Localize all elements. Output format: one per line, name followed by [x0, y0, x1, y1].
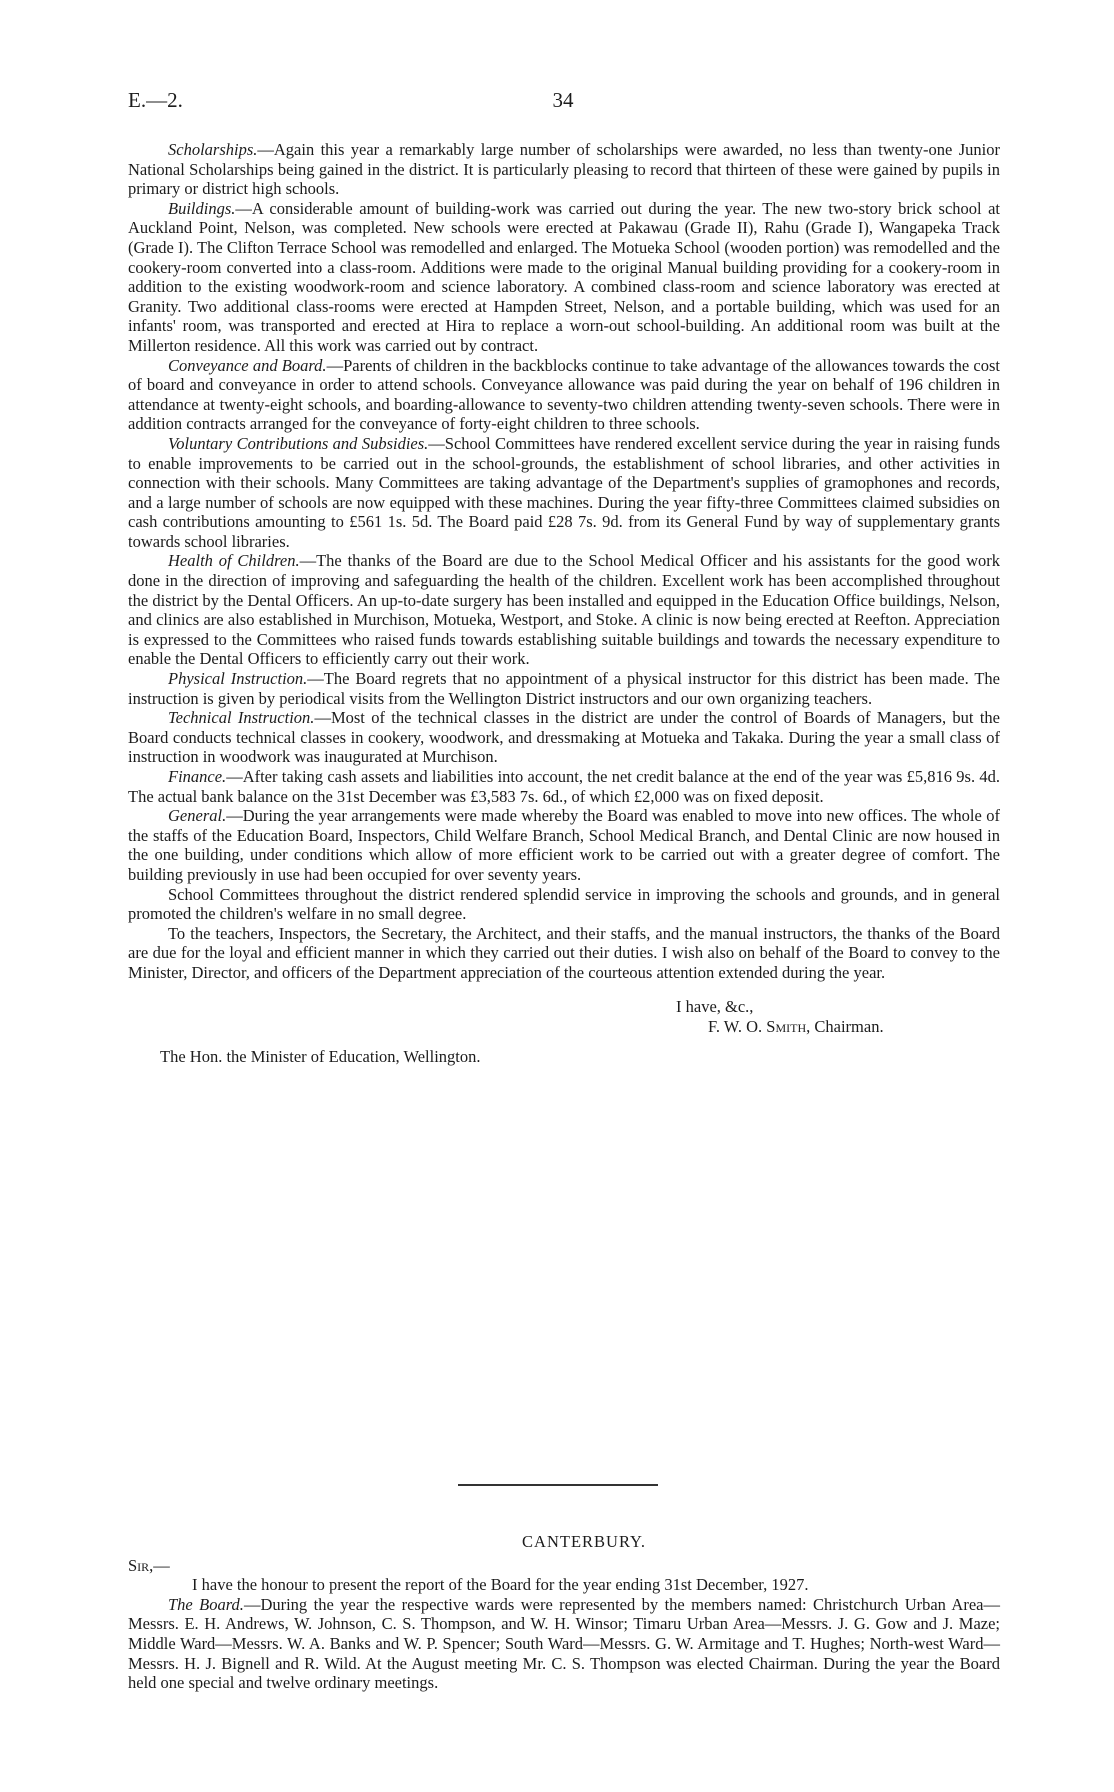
- paragraph-text: —Again this year a remarkably large number of scholarships were awarded, no less than twenty-one Junior National Scholarships being gained in the district. It is particularly pleasing to record that thirteen of these were gained by pupils in primary or district high schools.: [128, 140, 1000, 199]
- paragraph-thanks: [128, 924, 1000, 983]
- canterbury-section: [128, 1532, 1000, 1693]
- paragraph-text: —After taking cash assets and liabilities into account, the net credit balance at the end of the year was £5,816 9s. 4d. The actual bank balance on the 31st December was £3,583 7s. 6d., of which £2,000 was on fixed deposit.: [128, 767, 1000, 806]
- page-header: [128, 88, 998, 118]
- signatory: [708, 1017, 884, 1037]
- paragraph-physical-instruction: [128, 669, 1000, 708]
- paragraph-technical-instruction: [128, 708, 1000, 767]
- paragraph-text: —During the year arrangements were made whereby the Board was enabled to move into new offices. The whole of the staffs of the Education Board, Inspectors, Child Welfare Branch, School Medical Branch, and Dental Clinic are now housed in the one building, under conditions which allow of more efficient work to be carried out with a greater degree of comfort. The building previously in use had been occupied for over seventy years.: [128, 806, 1000, 884]
- paragraph-heading: Voluntary Contributions and Subsidies.: [168, 433, 429, 453]
- addressee: The Hon. the Minister of Education, Wellington.: [160, 1046, 481, 1066]
- paragraph-heading: Technical Instruction.: [168, 708, 315, 728]
- report-body: [128, 140, 1000, 1077]
- paragraph-conveyance: [128, 356, 1000, 434]
- paragraph-voluntary-contributions: [128, 434, 1000, 552]
- paragraph-heading: General.: [168, 806, 227, 826]
- paragraph-text: —The thanks of the Board are due to the School Medical Officer and his assistants for the good work done in the direction of improving and safeguarding the health of the children. Excellent work has been accomplished throughout the district by the Dental Officers. An up-to-date surgery has been installed and equipped in the Education Office buildings, Nelson, and clinics are also established in Murchison, Motueka, Westport, and Stoke. A clinic is now being erected at Reefton. Appreciation is expressed to the Committees who raised funds towards establishing suitable buildings and towards the necessary expenditure to enable the Dental Officers to efficiently carry out their work.: [128, 551, 1000, 669]
- paragraph-general: [128, 806, 1000, 884]
- section-title: CANTERBURY.: [522, 1532, 646, 1551]
- signatory-title: , Chairman.: [806, 1016, 884, 1036]
- paragraph-heading: Health of Children.: [168, 551, 300, 571]
- signatory-surname: Smith: [766, 1016, 807, 1036]
- paragraph-health: [128, 551, 1000, 669]
- paragraph-text: —School Committees have rendered excellent service during the year in raising funds to enable improvements to be carried out in the school-grounds, the establishment of school libraries, and other activities in connection with their schools. Many Committees are taking advantage of the Department's supplies of gramophones and records, and a large number of schools are now equipped with these machines. During the year fifty-three Committees claimed subsidies on cash contributions amounting to £561 1s. 5d. The Board paid £28 7s. 9d. from its General Fund by way of supplementary grants towards school libraries.: [128, 433, 1000, 551]
- document-code: E.—2.: [128, 88, 183, 112]
- section-divider: [458, 1484, 658, 1486]
- signature-block: [128, 997, 1000, 1077]
- paragraph-the-board: [128, 1595, 1000, 1693]
- paragraph-intro: [128, 1575, 1000, 1595]
- paragraph-heading: Finance.: [168, 767, 227, 786]
- paragraph-text: —The Board regrets that no appointment of a physical instructor for this district has been made. The instruction is given by periodical visits from the Wellington District instructors and our own organizing teachers.: [128, 669, 1000, 708]
- closing-greeting: I have, &c.,: [676, 996, 754, 1016]
- paragraph-heading: The Board.: [168, 1594, 244, 1614]
- paragraph-text: —Parents of children in the backblocks continue to take advantage of the allowances towards the cost of board and conveyance in order to attend schools. Conveyance allowance was paid during the year on behalf of 196 children in attendance at twenty-eight schools, and boarding-allowance to seventy-two children attending twenty-seven schools. There were in addition contracts arranged for the conveyance of forty-eight children to three schools.: [128, 355, 1000, 434]
- paragraph-heading: Buildings.: [168, 198, 236, 218]
- salutation: Sir,—: [128, 1555, 170, 1575]
- paragraph-text: —Most of the technical classes in the district are under the control of Boards of Managers, but the Board conducts technical classes in cookery, woodwork, and dressmaking at Motueka and Takaka. During the year a small class of instruction in woodwork was inaugurated at Murchison.: [128, 708, 1000, 767]
- page-number: 34: [552, 88, 574, 112]
- paragraph-buildings: [128, 199, 1000, 356]
- paragraph-text: I have the honour to present the report of the Board for the year ending 31st December, 1927.: [192, 1575, 809, 1595]
- paragraph-text: —During the year the respective wards were represented by the members named: Christchurch Urban Area—Messrs. E. H. Andrews, W. Johnson, C. S. Thompson, and W. H. Winsor; Timaru Urban Area—Messrs. J. G. Gow and J. Maze; Middle Ward—Messrs. W. A. Banks and W. P. Spencer; South Ward—Messrs. G. W. Armitage and T. Hughes; North-west Ward—Messrs. H. J. Bignell and R. Wild. At the August meeting Mr. C. S. Thompson was elected Chairman. During the year the Board held one special and twelve ordinary meetings.: [128, 1594, 1000, 1693]
- paragraph-heading: Scholarships.: [168, 140, 258, 159]
- paragraph-text: —A considerable amount of building-work was carried out during the year. The new two-story brick school at Auckland Point, Nelson, was completed. New schools were erected at Pakawau (Grade II), Rahu (Grade I), Wangapeka Track (Grade I). The Clifton Terrace School was remodelled and enlarged. The Motueka School (wooden portion) was remodelled and the cookery-room converted into a class-room. Additions were made to the original Manual building providing for a cookery-room in addition to the existing woodwork-room and science laboratory. A combined class-room and science laboratory was erected at Granity. Two additional class-rooms were erected at Hampden Street, Nelson, and a portable building, which was used for an infants' room, was transported and erected at Hira to replace a worn-out school-building. An additional room was built at the Millerton residence. All this work was carried out by contract.: [128, 198, 1000, 355]
- paragraph-heading: Conveyance and Board.: [168, 355, 327, 375]
- signatory-initials: F. W. O.: [708, 1016, 763, 1036]
- paragraph-finance: [128, 767, 1000, 806]
- paragraph-text: School Committees throughout the district rendered splendid service in improving the schools and grounds, and in general promoted the children's welfare in no small degree.: [128, 884, 1000, 924]
- paragraph-school-committees: [128, 885, 1000, 924]
- paragraph-scholarships: [128, 140, 1000, 199]
- paragraph-heading: Physical Instruction.: [168, 669, 308, 689]
- paragraph-text: To the teachers, Inspectors, the Secretary, the Architect, and their staffs, and the manual instructors, the thanks of the Board are due for the loyal and efficient manner in which they carried out their duties. I wish also on behalf of the Board to convey to the Minister, Director, and officers of the Department appreciation of the courteous attention extended during the year.: [128, 923, 1000, 982]
